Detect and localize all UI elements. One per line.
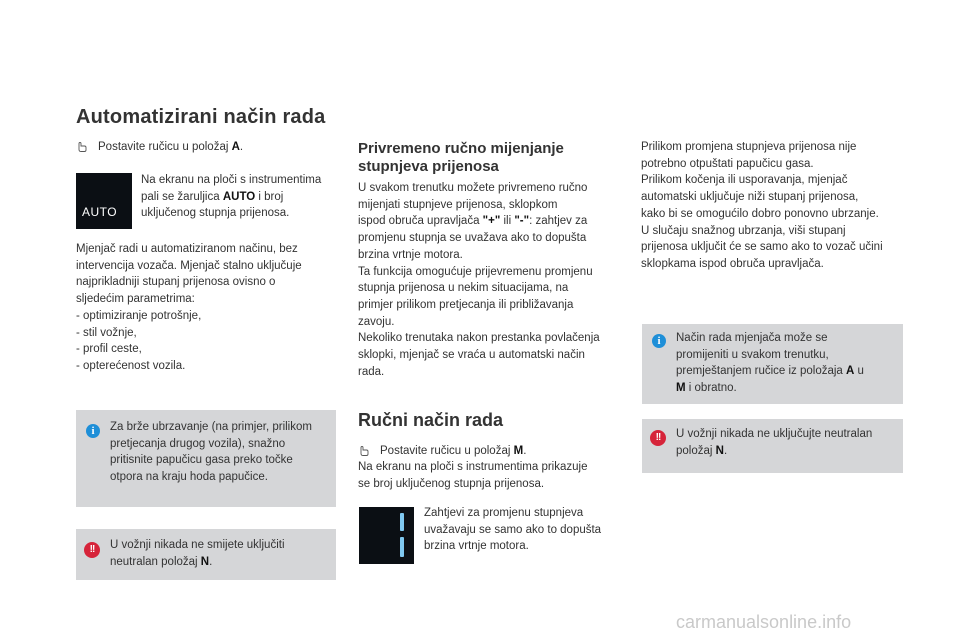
info-box-acceleration: [76, 410, 336, 507]
info-icon: [86, 424, 100, 438]
auto-indicator-label: AUTO: [82, 205, 118, 219]
warning-text: U vožnji nikada ne smijete uključiti neutralan položaj N.: [110, 539, 285, 568]
hand-pointer-icon: [358, 445, 370, 457]
warning-box-neutral: [76, 529, 336, 580]
step-set-lever-a: Postavite ručicu u položaj A.: [76, 139, 243, 156]
gear-change-description: Prilikom promjena stupnjeva prijenosa nije potrebno otpuštati papučicu gasa. Prilikom kočenja ili usporavanja, mjenjač automatski uključuje niži stupanj prijenosa, kako bi se omogućilo dobro ponovno ubrzanje. U slučaju snažnog ubrzanja, viši stupanj prijenosa uključit će se samo ako to vozač učini sklopkama ispod obruča upravljača.: [641, 141, 883, 270]
info-icon: [652, 334, 666, 348]
warning-box-neutral: [642, 419, 903, 473]
section-title-temporary-manual: Privremeno ručno mijenjanje stupnjeva prijenosa: [358, 140, 564, 175]
temporary-manual-description: U svakom trenutku možete privremeno ručno mijenjati stupnjeve prijenosa, sklopkom ispod obruča upravljača "+" ili "-": zahtjev za promjenu stupnja se uvažava ako to dopušta brzina vrtnje motora. Ta funkcija omogućuje prijevremenu promjenu stupnja prijenosa u nekim situacijama, na primjer prilikom pretjecanja ili približavanja zavoju. Nekoliko trenutaka nakon prestanka povlačenja sklopki, mjenjač se vraća u automatski način rada.: [358, 182, 600, 378]
auto-display-panel: [76, 173, 132, 229]
section-title-automatic: Automatizirani način rada: [76, 106, 326, 128]
position-key-a: A: [231, 141, 240, 153]
warning-icon: [84, 542, 100, 558]
auto-indicator-note: Na ekranu na ploči s instrumentima pali se žaruljica AUTO i broj uključenog stupnja prijenosa.: [141, 174, 322, 220]
position-key-m: M: [513, 445, 524, 457]
info-text: Način rada mjenjača može se promijeniti u svakom trenutku, premještanjem ručice iz položaja A u M i obratno.: [676, 332, 864, 395]
gear-display-panel: [359, 507, 414, 564]
info-text: Za brže ubrzavanje (na primjer, prilikom pretjecanja drugog vozila), snažno pritisnite papučicu gasa preko točke otpora na kraju hoda papučice.: [110, 421, 312, 484]
gear-request-note: Zahtjevi za promjenu stupnjeva uvažavaju se samo ako to dopušta brzina vrtnje motora.: [424, 507, 602, 553]
hand-pointer-icon: [76, 141, 88, 153]
warning-text: U vožnji nikada ne uključujte neutralan položaj N.: [676, 428, 873, 457]
warning-icon: [650, 430, 666, 446]
automatic-mode-description: Mjenjač radi u automatiziranom načinu, bez intervencija vozača. Mjenjač stalno uključuje najprikladniji stupanj prijenosa ovisno o sljedećim parametrima: - optimiziranje potrošnje, - stil vožnje, - profil ceste, - opterećenost vozila.: [76, 243, 302, 372]
step-set-lever-m: Postavite ručicu u položaj M.: [358, 443, 526, 460]
gear-segment-lower: [400, 537, 404, 557]
gear-segment-upper: [400, 513, 404, 531]
section-title-manual: Ručni način rada: [358, 410, 504, 430]
footer-watermark: carmanualsonline.info: [676, 612, 852, 632]
manual-mode-description: Na ekranu na ploči s instrumentima prikazuje se broj uključenog stupnja prijenosa.: [358, 461, 588, 490]
info-box-mode-change: [642, 324, 903, 404]
step-text: Postavite ručicu u položaj: [98, 141, 232, 153]
